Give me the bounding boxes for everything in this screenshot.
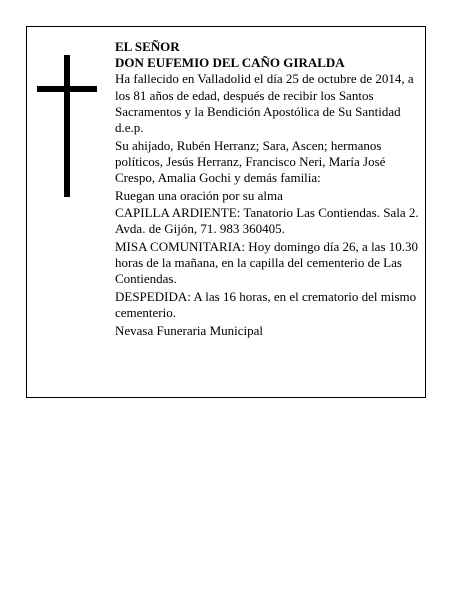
chapel-info: CAPILLA ARDIENTE: Tanatorio Las Contiendas. Sala 2. Avda. de Gijón, 71. 983 360405. <box>115 205 419 237</box>
notice-content <box>115 39 421 339</box>
deceased-name: DON EUFEMIO DEL CAÑO GIRALDA <box>115 55 345 71</box>
family-list: Su ahijado, Rubén Herranz; Sara, Ascen; hermanos políticos, Jesús Herranz, Francisco Neri, María José Crespo, Amalia Gochi y demás familia: <box>115 137 386 186</box>
cross-vertical-bar <box>64 55 70 197</box>
obituary-notice <box>26 26 426 398</box>
cross-horizontal-bar <box>37 86 97 92</box>
cross-icon <box>37 55 97 197</box>
farewell-info: DESPEDIDA: A las 16 horas, en el crematorio del mismo cementerio. <box>115 289 417 321</box>
prayer-request: Ruegan una oración por su alma <box>115 187 283 203</box>
mass-info: MISA COMUNITARIA: Hoy domingo día 26, a las 10.30 horas de la mañana, en la capilla del cementerio de Las Contiendas. <box>115 239 419 287</box>
death-announcement: Ha fallecido en Valladolid el día 25 de octubre de 2014, a los 81 años de edad, después de recibir los Santos Sacramentos y la Bendición Apostólica de Su Santidad d.e.p. <box>115 71 414 136</box>
title-line-1: EL SEÑOR <box>115 39 180 54</box>
funeral-home: Nevasa Funeraria Municipal <box>115 322 264 338</box>
